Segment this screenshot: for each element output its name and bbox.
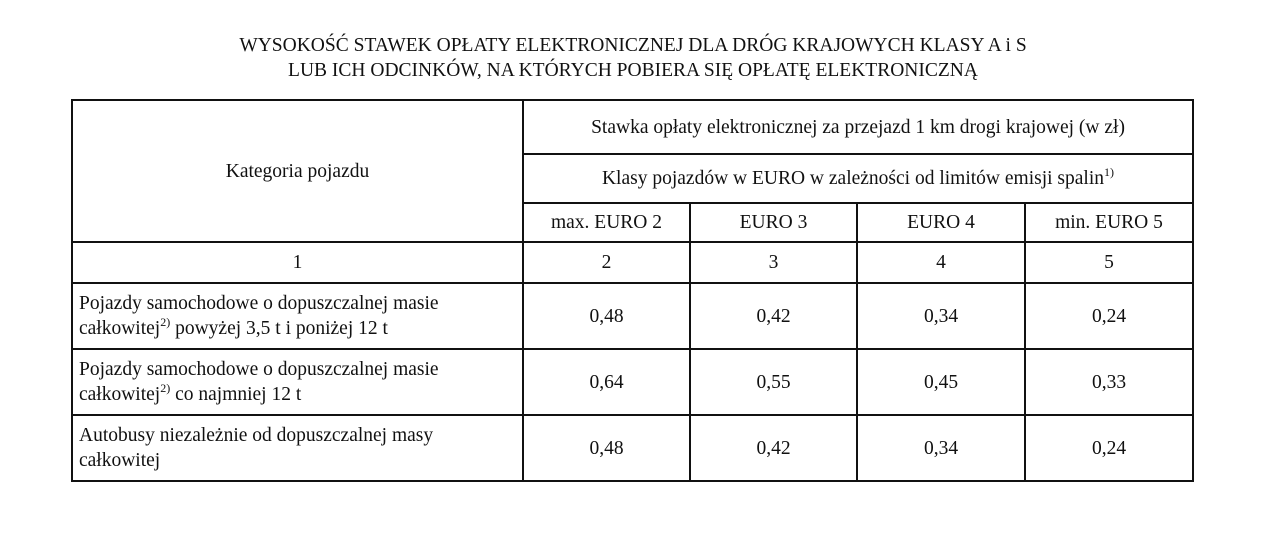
rates-table: [71, 99, 1194, 482]
rate-cell: 0,64: [523, 349, 690, 415]
rate-cell: 0,42: [690, 283, 857, 349]
column-number: 3: [690, 242, 857, 283]
header-row-rate: [72, 100, 1193, 154]
column-number: 5: [1025, 242, 1193, 283]
rate-cell: 0,24: [1025, 283, 1193, 349]
rate-cell: 0,33: [1025, 349, 1193, 415]
category-text: Pojazdy samochodowe o dopuszczalnej masie: [79, 359, 439, 380]
category-text: całkowitej: [79, 318, 161, 339]
header-classes-label: Klasy pojazdów w EURO w zależności od limitów emisji spalin: [601, 168, 1105, 189]
document-title-line-2: LUB ICH ODCINKÓW, NA KTÓRYCH POBIERA SIĘ OPŁATĘ ELEKTRONICZNĄ: [288, 60, 978, 81]
vehicle-category: [72, 415, 523, 481]
column-number: 2: [523, 242, 690, 283]
category-text: całkowitej: [79, 384, 161, 405]
category-text: Autobusy niezależnie od dopuszczalnej masy: [79, 425, 434, 446]
rate-cell: 0,45: [857, 349, 1025, 415]
column-number: 4: [857, 242, 1025, 283]
header-col-euro3: EURO 3: [690, 203, 857, 242]
header-category: Kategoria pojazdu: [72, 100, 523, 242]
header-col-euro4: EURO 4: [857, 203, 1025, 242]
rate-cell: 0,48: [523, 283, 690, 349]
table-row: [72, 349, 1193, 415]
table-row: [72, 283, 1193, 349]
header-rate: Stawka opłaty elektronicznej za przejazd 1 km drogi krajowej (w zł): [523, 100, 1193, 154]
column-number: 1: [72, 242, 523, 283]
vehicle-category: [72, 349, 523, 415]
category-text: powyżej 3,5 t i poniżej 12 t: [170, 318, 388, 339]
category-text: co najmniej 12 t: [170, 384, 302, 405]
header-classes: [523, 154, 1193, 203]
rate-cell: 0,34: [857, 283, 1025, 349]
category-text: Pojazdy samochodowe o dopuszczalnej masie: [79, 293, 439, 314]
footnote-2-ref: 2): [160, 381, 171, 395]
footnote-1-ref: 1): [1104, 165, 1115, 179]
rate-cell: 0,55: [690, 349, 857, 415]
rate-cell: 0,42: [690, 415, 857, 481]
document-title-line-1: WYSOKOŚĆ STAWEK OPŁATY ELEKTRONICZNEJ DLA DRÓG KRAJOWYCH KLASY A i S: [239, 35, 1027, 56]
header-col-euro5: min. EURO 5: [1025, 203, 1193, 242]
footnote-2-ref: 2): [160, 315, 171, 329]
rate-cell: 0,48: [523, 415, 690, 481]
vehicle-category: [72, 283, 523, 349]
rate-cell: 0,24: [1025, 415, 1193, 481]
header-col-euro2: max. EURO 2: [523, 203, 690, 242]
column-number-row: [72, 242, 1193, 283]
category-text: całkowitej: [79, 450, 161, 471]
rate-cell: 0,34: [857, 415, 1025, 481]
table-row: [72, 415, 1193, 481]
